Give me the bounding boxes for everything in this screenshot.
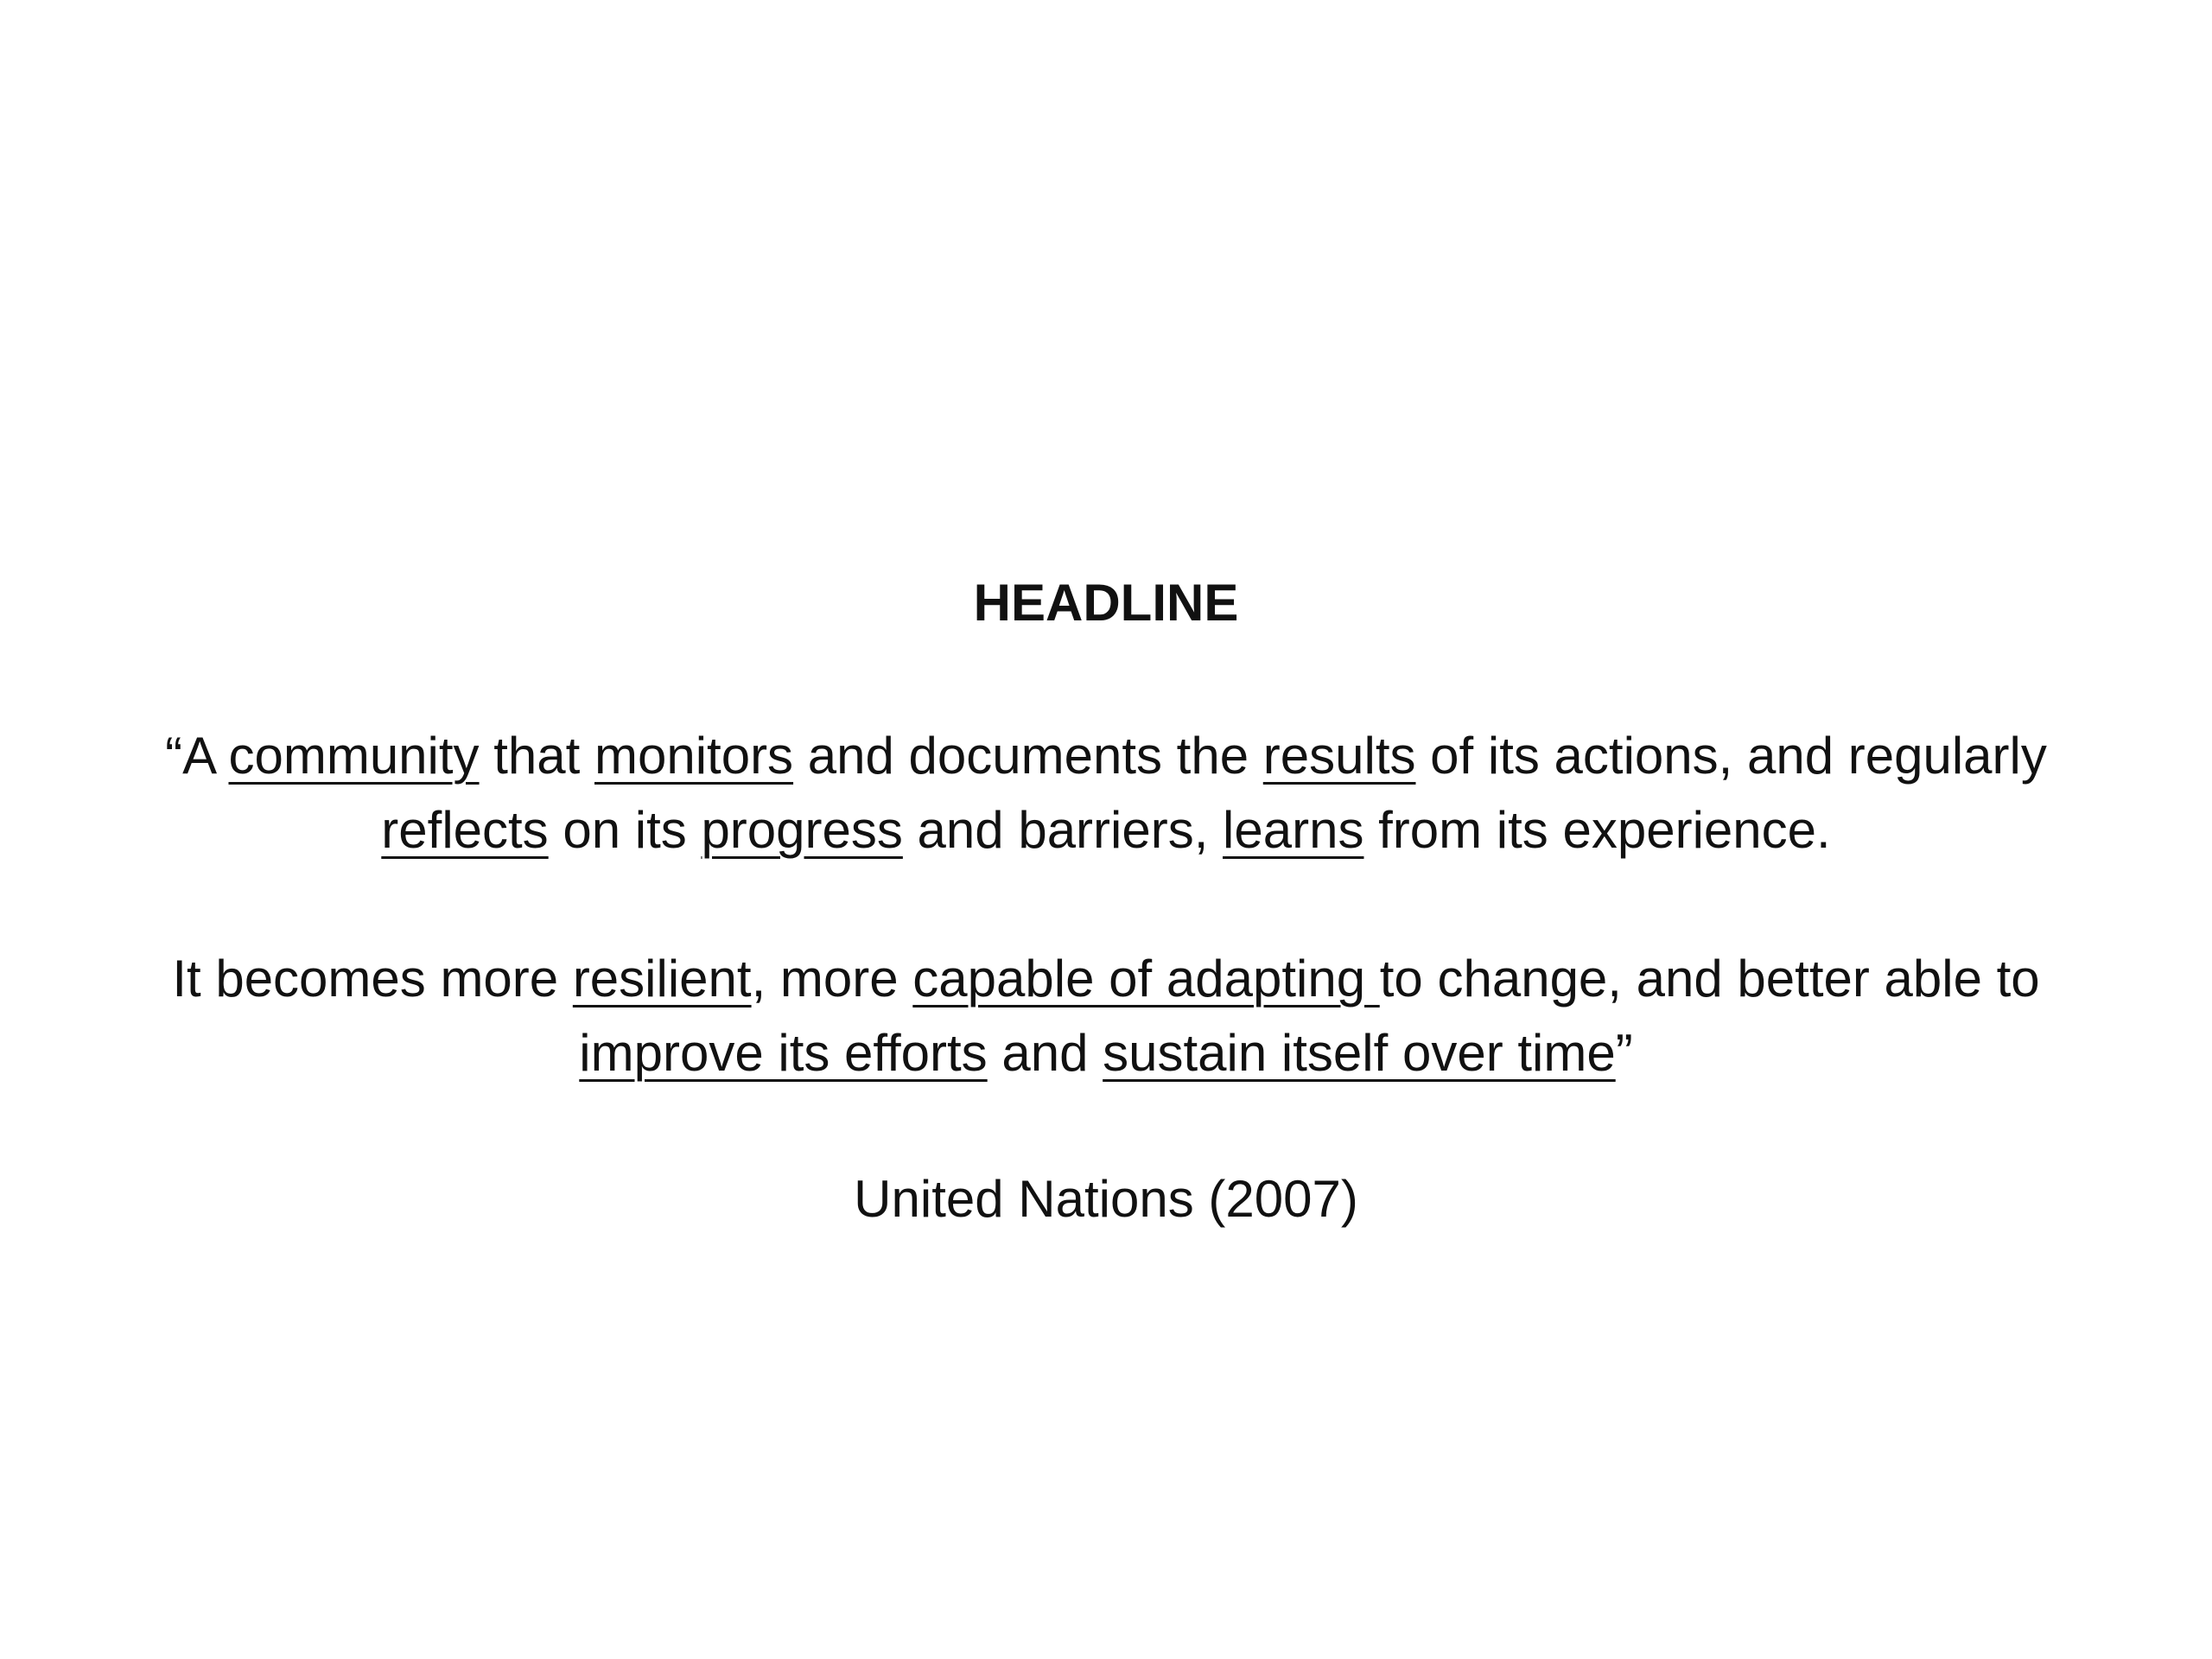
underlined-term-community: community bbox=[228, 727, 480, 785]
quote-text: and barriers, bbox=[902, 801, 1224, 859]
quote-text: “A bbox=[165, 727, 229, 785]
quote-text: to change, and better able to bbox=[1379, 950, 2040, 1007]
underlined-term-capable-of-adapting: capable of adapting bbox=[912, 950, 1380, 1007]
quote-text: , more bbox=[751, 950, 913, 1007]
underlined-term-monitors: monitors bbox=[594, 727, 794, 785]
underlined-term-progress: progress bbox=[701, 801, 903, 859]
quote-text: that bbox=[479, 727, 594, 785]
quote-text: from its experience. bbox=[1363, 801, 1831, 859]
attribution: United Nations (2007) bbox=[854, 1170, 1358, 1228]
quote-text: and bbox=[987, 1024, 1103, 1082]
quote-paragraph-1 bbox=[156, 719, 2056, 868]
quote-paragraph-2 bbox=[156, 942, 2056, 1090]
quote-text: It becomes more bbox=[172, 950, 573, 1007]
underlined-term-reflects: reflects bbox=[381, 801, 549, 859]
quote-text: of its actions, and regularly bbox=[1415, 727, 2047, 785]
quote-text: and documents the bbox=[793, 727, 1263, 785]
underlined-term-resilient: resilient bbox=[572, 950, 752, 1007]
underlined-term-sustain-itself-over-time: sustain itself over time bbox=[1103, 1024, 1616, 1082]
underlined-term-learns: learns bbox=[1223, 801, 1364, 859]
underlined-term-results: results bbox=[1262, 727, 1416, 785]
quote-text: on its bbox=[548, 801, 702, 859]
headline: HEADLINE bbox=[973, 574, 1239, 632]
quote-text: ” bbox=[1615, 1024, 1633, 1082]
underlined-term-improve-its-efforts: improve its efforts bbox=[579, 1024, 988, 1082]
